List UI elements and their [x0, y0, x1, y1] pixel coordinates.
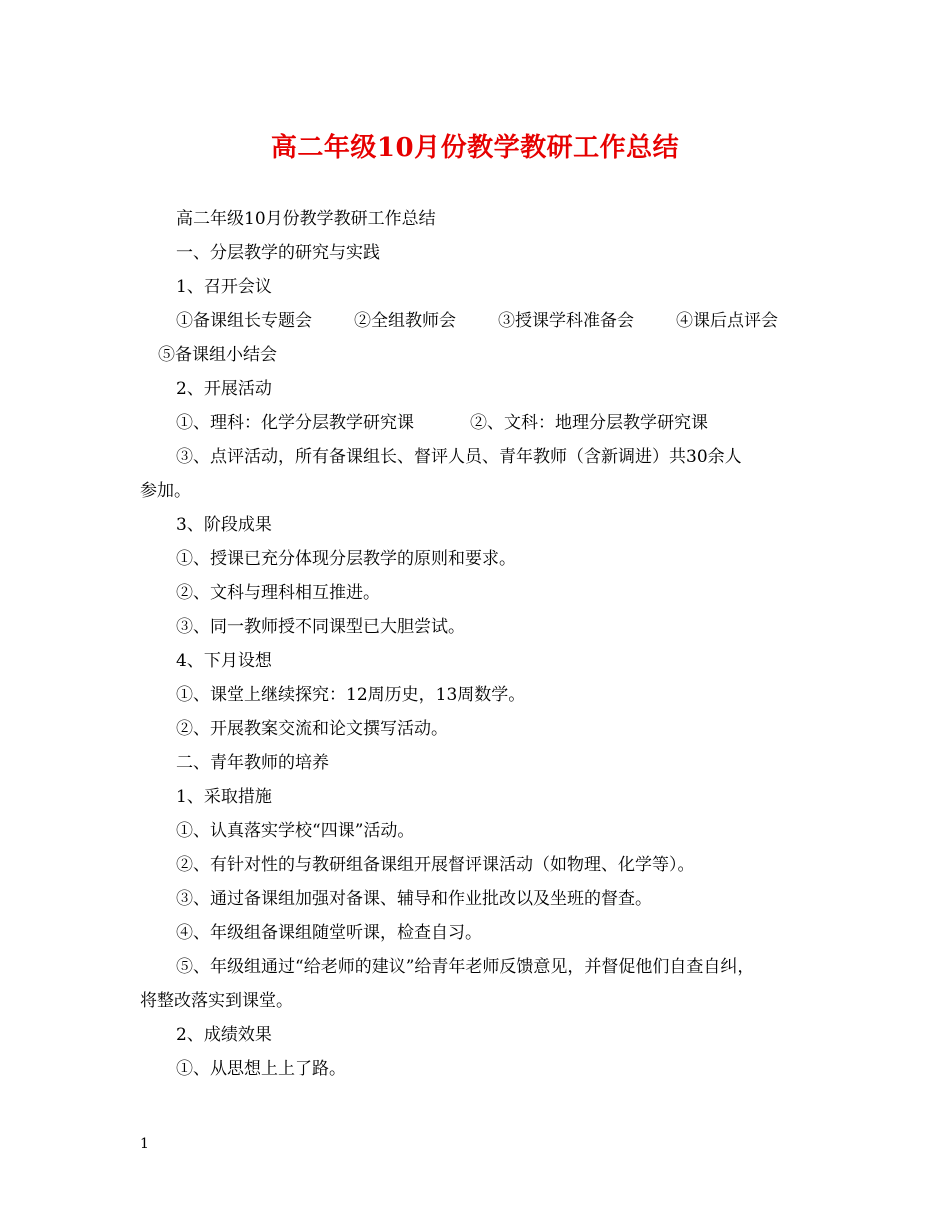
subsection-heading: 3、阶段成果 [176, 515, 272, 535]
text-line: 高二年级10月份教学教研工作总结 [176, 209, 436, 229]
meeting-option: ②全组教师会 [354, 311, 456, 331]
text-line: ①、从思想上上了路。 [176, 1059, 346, 1079]
subsection-heading: 2、成绩效果 [176, 1025, 272, 1045]
activity-options-line [140, 406, 830, 440]
document-title: 高二年级10月份教学教研工作总结 [270, 133, 680, 163]
text-line: ⑤备课组小结会 [158, 345, 277, 365]
text-line: ⑤、年级组通过“给老师的建议”给青年老师反馈意见，并督促他们自查自纠， [176, 957, 755, 977]
text-line: ③、点评活动，所有备课组长、督评人员、青年教师（含新调进）共30余人 [176, 447, 742, 467]
text-line: ②、有针对性的与教研组备课组开展督评课活动（如物理、化学等）。 [176, 855, 695, 875]
activity-option: ①、理科：化学分层教学研究课 [176, 413, 414, 433]
text-line: ①、认真落实学校“四课”活动。 [176, 821, 415, 841]
meeting-option: ④课后点评会 [676, 311, 778, 331]
meeting-options-line [140, 304, 830, 338]
text-line: 参加。 [140, 481, 191, 501]
subsection-heading: 1、召开会议 [176, 277, 272, 297]
section-heading: 一、分层教学的研究与实践 [176, 243, 380, 263]
text-line: ②、开展教案交流和论文撰写活动。 [176, 719, 448, 739]
document-body [140, 202, 830, 1086]
text-line: 将整改落实到课堂。 [140, 991, 293, 1011]
text-line: ②、文科与理科相互推进。 [176, 583, 380, 603]
text-line: ①、课堂上继续探究：12周历史，13周数学。 [176, 685, 526, 705]
text-line: ①、授课已充分体现分层教学的原则和要求。 [176, 549, 516, 569]
text-line: ④、年级组备课组随堂听课，检查自习。 [176, 923, 482, 943]
meeting-option: ①备课组长专题会 [176, 311, 312, 331]
section-heading: 二、青年教师的培养 [176, 753, 329, 773]
activity-option: ②、文科：地理分层教学研究课 [470, 413, 708, 433]
text-line: ③、同一教师授不同课型已大胆尝试。 [176, 617, 465, 637]
page-number: 1 [140, 1136, 149, 1152]
subsection-heading: 4、下月设想 [176, 651, 272, 671]
meeting-option: ③授课学科准备会 [498, 311, 634, 331]
subsection-heading: 2、开展活动 [176, 379, 272, 399]
subsection-heading: 1、采取措施 [176, 787, 272, 807]
text-line: ③、通过备课组加强对备课、辅导和作业批改以及坐班的督查。 [176, 889, 652, 909]
